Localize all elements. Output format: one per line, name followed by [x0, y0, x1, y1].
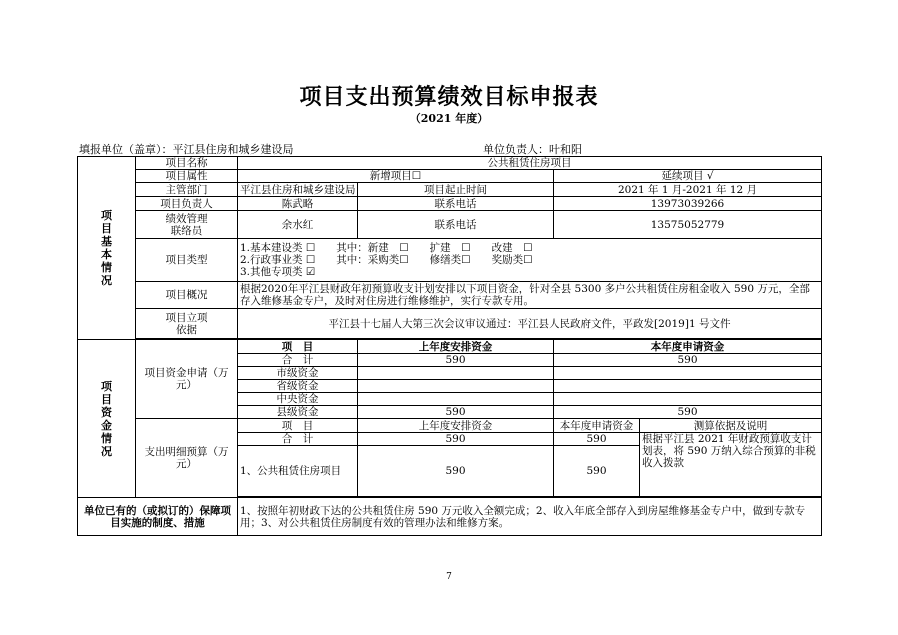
- type-label: 项目类型: [136, 239, 238, 282]
- leader-label: 项目负责人: [136, 197, 238, 211]
- fund-row-last: 590: [358, 406, 554, 419]
- guarantee-text: 1、按照年初财政下达的公共租赁住房 590 万元收入全额完成；2、收入年底全部存入到房屋维修基金专户中，做到专款专用；3、对公共租赁住房制度有效的管理办法和维修方案。: [238, 498, 822, 536]
- dept-label: 主管部门: [136, 183, 238, 197]
- project-name: 公共租赁住房项目: [238, 157, 822, 170]
- fund-row-name: 市级资金: [238, 367, 358, 380]
- fill-unit: 填报单位（盖章）：平江县住房和城乡建设局: [79, 143, 294, 156]
- fund-row-this: 590: [554, 406, 822, 419]
- apply-label: 项目资金申请（万元）: [136, 340, 238, 419]
- col-this: 本年度申请资金: [554, 340, 822, 354]
- contact-label: 绩效管理 联络员: [136, 211, 238, 239]
- fund-row-this: [554, 393, 822, 406]
- detail-col-this: 本年度申请资金: [554, 419, 640, 433]
- overview-label: 项目概况: [136, 282, 238, 309]
- type-options: 1.基本建设类 ☐ 其中：新建 ☐ 扩建 ☐ 改建 ☐ 2.行政事业类 ☐ 其中：采购类☐ 修缮类☐ 奖励类☐ 3.其他专项类 ☑: [238, 239, 822, 282]
- col-last: 上年度安排资金: [358, 340, 554, 354]
- period-label: 项目起止时间: [358, 183, 554, 197]
- attr-continue: 延续项目 √: [554, 170, 822, 183]
- leader-value: 陈武略: [238, 197, 358, 211]
- fund-row-last: [358, 380, 554, 393]
- fund-row-last: [358, 393, 554, 406]
- funds-section-label: 项 目 资 金 情 况: [78, 340, 136, 498]
- basic-section-label: 项 目 基 本 情 况: [78, 157, 136, 340]
- period-value: 2021 年 1 月-2021 年 12 月: [554, 183, 822, 197]
- detail-col-last: 上年度安排资金: [358, 419, 554, 433]
- fund-row-last: 590: [358, 354, 554, 367]
- detail-item-last: 590: [358, 446, 554, 497]
- fund-row-name: 县级资金: [238, 406, 358, 419]
- unit-head: 单位负责人：叶和阳: [483, 143, 582, 156]
- page-title: 项目支出预算绩效目标申报表: [299, 85, 599, 110]
- detail-col-item: 项 目: [238, 419, 358, 433]
- fund-row-name: 合 计: [238, 354, 358, 367]
- detail-total-last: 590: [358, 433, 554, 446]
- detail-total-name: 合 计: [238, 433, 358, 446]
- attr-new: 新增项目☐: [238, 170, 554, 183]
- contact-value: 余水红: [238, 211, 358, 239]
- project-name-label: 项目名称: [136, 157, 238, 170]
- detail-item-name: 1、公共租赁住房项目: [238, 446, 358, 497]
- detail-total-this: 590: [554, 433, 640, 446]
- guarantee-label: 单位已有的（或拟订的）保障项目实施的制度、措施: [78, 498, 238, 536]
- fund-row-this: [554, 367, 822, 380]
- page-subtitle: （2021 年度）: [409, 112, 489, 125]
- dept-value: 平江县住房和城乡建设局: [238, 183, 358, 197]
- fund-row-name: 中央资金: [238, 393, 358, 406]
- overview-text: 根据2020年平江县财政年初预算收支计划安排以下项目资金，针对全县 5300 多户公共租赁住房租金收入 590 万元，全部存入维修基金专户，及时对住房进行维修维护，实行专款专用。: [238, 282, 822, 309]
- detail-item-this: 590: [554, 446, 640, 497]
- fund-row-name: 省级资金: [238, 380, 358, 393]
- detail-label: 支出明细预算（万元）: [136, 419, 238, 498]
- fund-row-this: 590: [554, 354, 822, 367]
- basis-text: 平江县十七届人大第三次会议审议通过：平江县人民政府文件，平政发[2019]1 号文件: [238, 309, 822, 339]
- fund-row-last: [358, 367, 554, 380]
- fund-row-this: [554, 380, 822, 393]
- contact-phone-label: 联系电话: [358, 211, 554, 239]
- col-item: 项 目: [238, 340, 358, 354]
- page-number: 7: [446, 572, 452, 582]
- detail-col-basis: 测算依据及说明: [640, 419, 822, 433]
- leader-phone-label: 联系电话: [358, 197, 554, 211]
- contact-phone: 13575052779: [554, 211, 822, 239]
- basis-label: 项目立项 依据: [136, 309, 238, 339]
- budget-table: [77, 156, 822, 536]
- detail-item-basis: 根据平江县 2021 年财政预算收支计划表，将 590 万纳入综合预算的非税收入拨款: [640, 433, 822, 497]
- leader-phone: 13973039266: [554, 197, 822, 211]
- attr-label: 项目属性: [136, 170, 238, 183]
